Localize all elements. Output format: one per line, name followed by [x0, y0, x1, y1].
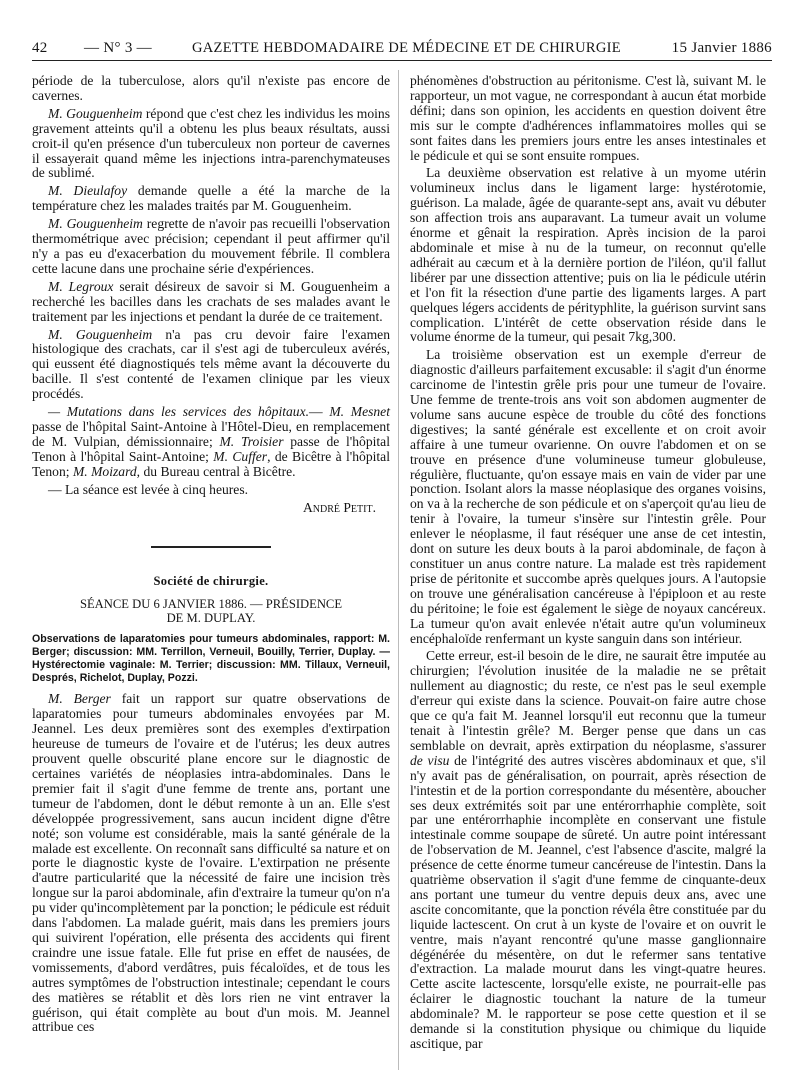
column-divider — [398, 70, 399, 1070]
paragraph: La troisième observation est un exemple d'erreur de diagnostic d'ailleurs parfaitement excusable: il s'agit d'un énorme carcinome de l'intestin grêle pris pour une tumeur de l'ovaire. Une femme de trente-trois ans voit son abdomen augmenter de volume sans aucune espèce de trouble du côté des fonctions digestives; la santé générale est excellente et on croit avoir affaire à une tumeur ovarienne. On ouvre l'abdomen et on se trouve en présence d'une volumineuse tumeur globuleuse, régulière, fluctuante, qu'on essaye mais en vain de vider par une ponction. Isolant alors la masse néoplasique des organes voisins, on va à la recherche de son pédicule et on s'aperçoit qu'au lieu de tenir à l'ovaire, la tumeur s'insère sur l'intestin grêle. Pour enlever le néoplasme, il faut réséquer une anse de cet intestin, dont on suture les deux bouts à la paroi abdominale, de façon à constituer un anus contre nature. La malade est très rapidement prise de péritonite et succombe après quelques jours. A l'autopsie on trouve une généralisation cancéreuse à l'épiploon et au reste du péritoine; le foie est également le siège de noyaux cancéreux. La tumeur qu'on avait enlevée n'était autre qu'un volumineux encéphaloïde renfermant un kyste sanguin dans son intérieur. — [410, 347, 766, 646]
left-column — [32, 74, 390, 1035]
paragraph: M. Berger fait un rapport sur quatre observations de laparatomies pour tumeurs abdominales envoyées par M. Jeannel. Les deux premières sont des exemples d'extirpation heureuse de tumeurs de l'ovaire et de l'utérus; les deux autres prouvent quelle obscurité plane encore sur le diagnostic de certaines variétés de néoplasies intra-abdominales. Dans le premier fait il s'agit d'une femme de trente ans, portant une tumeur de l'abdomen, dont le début remonte à un an. Elle s'est développée progressivement, sans aucun incident digne d'être noté; son volume est considérable, mais la santé générale de la malade est excellente. On reconnaît sans difficulté sa nature et on porte le diagnostic kyste de l'ovaire. L'extirpation ne présente d'autre particularité que la nécessité de faire une incision très longue sur la paroi abdominale, afin d'extraire la tumeur qu'on n'a pu vider qu'incomplètement par la ponction; le pédicule est réduit dans l'abdomen. La malade guérit, mais dans les premiers jours qui suivirent l'opération, elle présenta des accidents qui firent craindre une issue fatale. Elle fut prise en effet de nausées, de vomissements, d'abord verdâtres, puis fécaloïdes, et de tous les autres symptômes de l'obstruction intestinale; cependant le cours des matières se rétablit et dès lors rien ne vint entraver la guérison, qui était complète au bout d'un mois. M. Jeannel attribue ces — [32, 691, 390, 1035]
right-column — [410, 74, 766, 1052]
paragraph: M. Dieulafoy demande quelle a été la marche de la température chez les malades traités par M. Gouguenheim. — [32, 183, 391, 214]
paragraph: M. Gouguenheim répond que c'est chez les individus les moins gravement atteints qu'il a obtenu les plus beaux résultats, aussi croit-il qu'en présence d'un tuberculeux non porteur de cavernes il essayerait quand même les injections intra-parenchymateuses de sublimé. — [32, 105, 390, 181]
running-header — [32, 38, 772, 61]
speaker-name: M. Legroux — [48, 278, 114, 294]
society-heading: Société de chirurgie. — [153, 574, 269, 589]
journal-title: GAZETTE HEBDOMADAIRE DE MÉDECINE ET DE CHIRURGIE — [192, 40, 621, 56]
speaker-name: M. Gouguenheim — [48, 326, 153, 342]
issue-date: 15 Janvier 1886 — [671, 40, 772, 56]
paragraph: M. Gouguenheim n'a pas cru devoir faire l'examen histologique des crachats, car il s'est agi de tuberculeux avérés, qui eussent été diagnostiqués tels même avant la découverte du bacille. Il s'est contenté de l'examen clinique par les vieux procédés. — [32, 326, 390, 402]
paragraph: La deuxième observation est relative à un myome utérin volumineux inclus dans le ligament large: hystérotomie, guérison. La malade, âgée de quarante-sept ans, avait vu débuter son affection trois ans auparavant. La tumeur avait un volume énorme et gênait la respiration. Après incision de la paroi abdominale et mise à nu de la tumeur, on reconnut qu'elle adhérait au cæcum et à la dernière portion de l'iléon, qu'il fallut libérer par une dissection attentive; puis on lia le pédicule utérin et l'on fit la résection d'une partie des ligaments larges. A part quelques légers accidents de pérityphlite, la guérison survint sans complication. L'intérêt de cette observation réside dans le volume énorme de la tumeur, qui pesait 7kg,300. — [410, 165, 766, 345]
session-heading: SÉANCE DU 6 JANVIER 1886. — PRÉSIDENCE DE M. DUPLAY. — [79, 597, 343, 626]
speaker-name: M. Dieulafoy — [48, 183, 128, 199]
signature: André Petit. — [302, 500, 376, 516]
paragraph: Cette erreur, est-il besoin de le dire, ne saurait être imputée au chirurgien; l'évolution inusitée de la maladie ne se prêtait nullement au diagnostic; du reste, ce n'est pas le seul exemple d'erreur qui existe dans la science. Pouvait-on faire autre chose que ce qu'a fait M. Jeannel lorsqu'il eut reconnu que la tumeur tenait à l'intestin grêle? M. Berger pense que dans un cas semblable on devrait, après extirpation du néoplasme, s'assurer de visu de l'intégrité des autres viscères abdominaux et que, s'il n'y avait pas de généralisation, on pourrait, après résection de l'intestin et de la portion correspondante du mésentère, aboucher ses deux extrémités soit par une entérorrhaphie complète, soit par une entérorrhaphie incomplète en conservant une fistule intestinale comme soupape de sûreté. Un autre point intéressant de l'observation de M. Jeannel, c'est l'absence d'ascite, malgré la présence de cette énorme tumeur cancéreuse de l'intestin. Dans la quatrième observation il s'agit d'une femme de cinquante-deux ans portant une tumeur du ventre depuis deux ans, avec une ascite concomitante, que la ponction révéla être constituée par du liquide lactescent. On crut à un kyste de l'ovaire et on ouvrit le ventre, mais n'ayant rencontré qu'une masse ganglionnaire dégénérée du mésentère, on dut le refermer sans tentative d'extraction. La malade mourut dans les vingt-quatre heures. Cette ascite lactescente, lorsqu'elle existe, ne pourrait-elle pas éclairer le diagnostic touchant la nature de la tumeur abdominale? M. le rapporteur se pose cette question et il se demande si la constitution physique ou chimique du liquide ascitique, par — [410, 648, 766, 1051]
session-summary: Observations de laparatomies pour tumeurs abdominales, rapport: M. Berger; discussion: MM. Terrillon, Verneuil, Bouilly, Terrier, Duplay. — Hystérectomie vaginale: M. Terrier; discussion: MM. Tillaux, Verneuil, Després, Richelot, Duplay, Pozzi. — [32, 633, 390, 684]
speaker-name: M. Berger — [48, 691, 111, 707]
paragraph: — La séance est levée à cinq heures. — [48, 481, 249, 497]
paragraph: phénomènes d'obstruction au péritonisme. C'est là, suivant M. le rapporteur, un mot vague, ne correspondant à aucun état morbide défini; dans son opinion, les accidents en question doivent être mis sur le compte d'adhérences inflammatoires molles qui se sont faites dans les premiers jours entre les anses intestinales et le pédicule et qui se sont ensuite rompues. — [410, 73, 766, 163]
paragraph: M. Legroux serait désireux de savoir si M. Gouguenheim a recherché les bacilles dans les crachats de ses malades avant le traitement par les injections et pendant la durée de ce traitement. — [32, 278, 390, 324]
speaker-name: M. Gouguenheim — [48, 105, 143, 121]
section-separator — [151, 546, 271, 548]
paragraph: M. Gouguenheim regrette de n'avoir pas recueilli l'observation thermométrique avec précision; cependant il peut affirmer qu'il n'y a pas eu d'exacerbation du mouvement fébrile. Il comblera cette lacune dans une prochaine série d'expériences. — [32, 216, 390, 276]
page-number: 42 — [32, 40, 48, 56]
paragraph: période de la tuberculose, alors qu'il n'existe pas encore de cavernes. — [32, 73, 390, 103]
speaker-name: M. Gouguenheim — [48, 216, 143, 232]
paragraph-mutations: — Mutations dans les services des hôpitaux.— M. Mesnet passe de l'hôpital Saint-Antoine à l'Hôtel-Dieu, en remplacement de M. Vulpian, démissionnaire; M. Troisier passe de l'hôpital Tenon à l'hôpital Saint-Antoine; M. Cuffer, de Bicêtre à l'hôpital Tenon; M. Moizard, du Bureau central à Bicêtre. — [32, 404, 390, 479]
issue-number: — N° 3 — — [84, 40, 152, 56]
